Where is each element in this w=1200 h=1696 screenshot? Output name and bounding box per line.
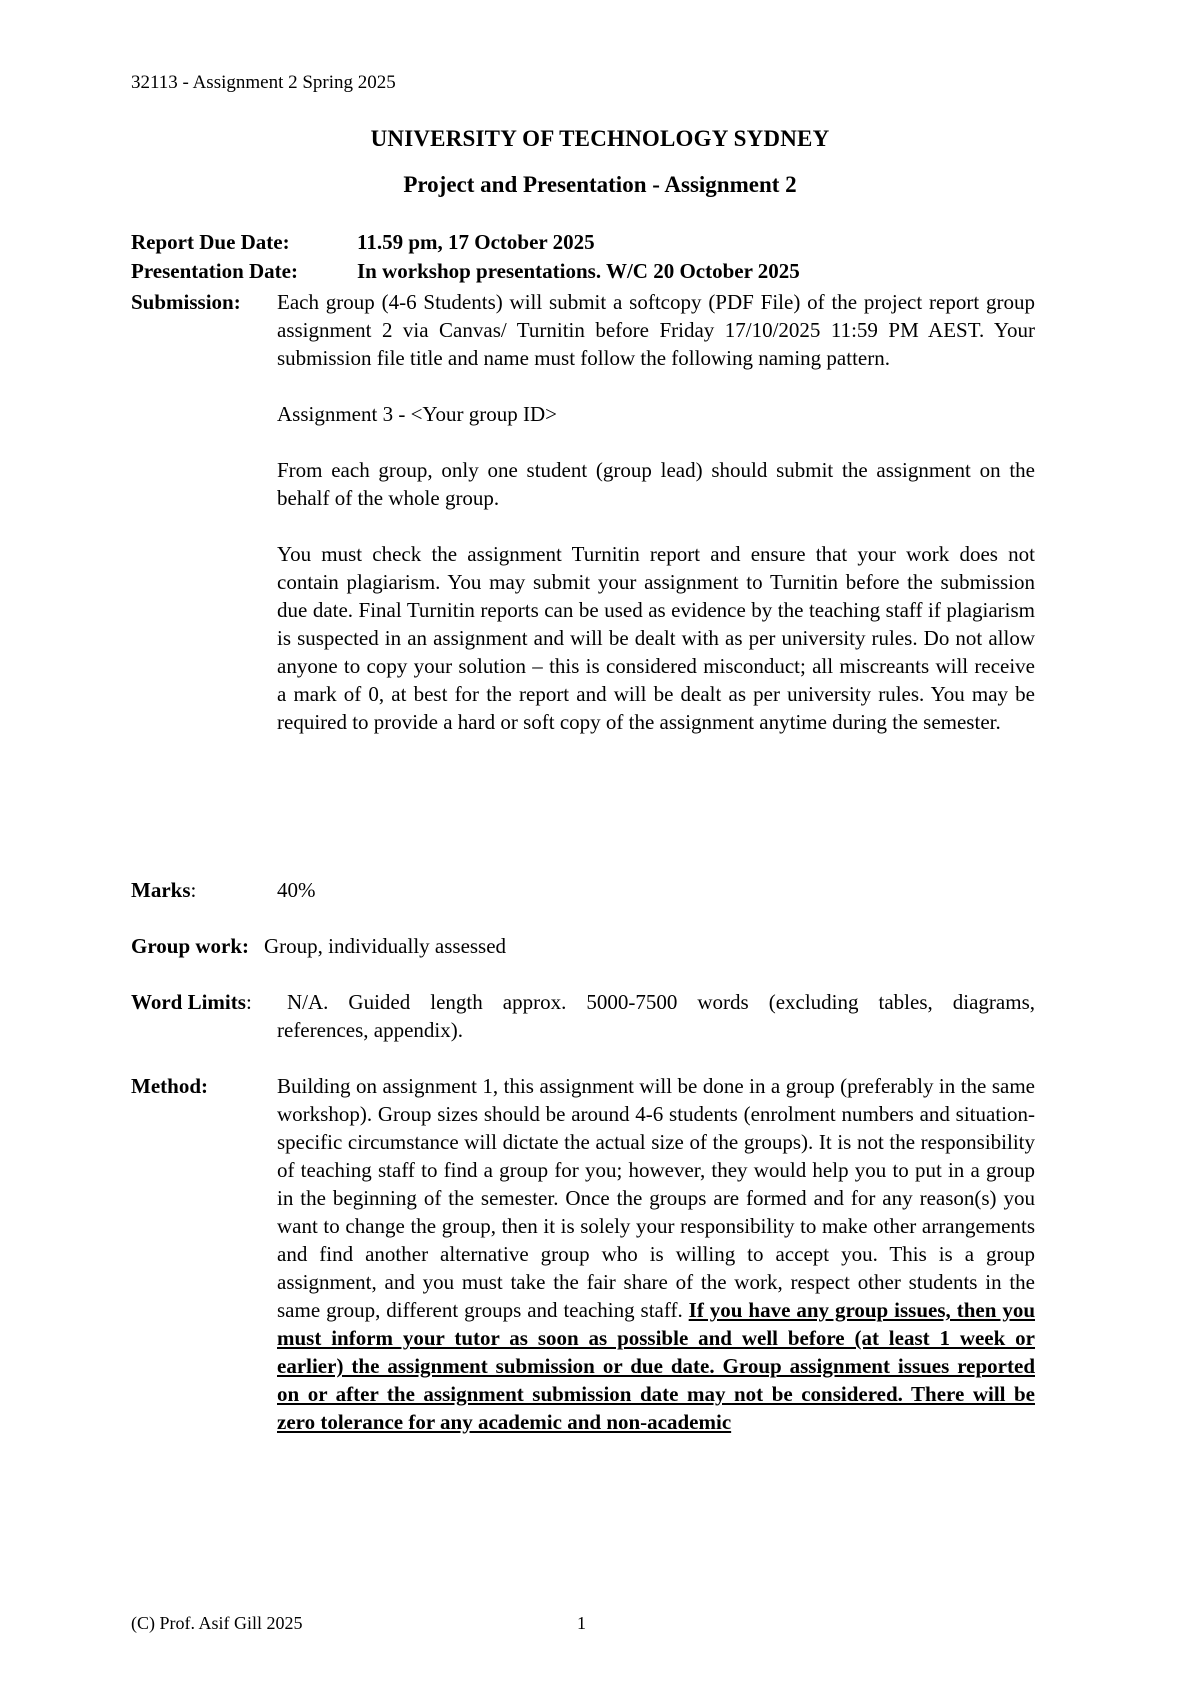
report-due-value: 11.59 pm, 17 October 2025	[357, 230, 595, 254]
presentation-date-row	[131, 257, 800, 286]
word-limits-colon: :	[245, 990, 252, 1014]
submission-label: Submission:	[131, 290, 241, 314]
method-label: Method:	[131, 1074, 208, 1098]
marks-colon: :	[190, 878, 197, 902]
word-limits-body	[277, 988, 1035, 1044]
marks-label: Marks	[131, 878, 191, 902]
plagiarism-paragraph: You must check the assignment Turnitin report and ensure that your work does not contain plagiarism. You may submit your assignment to Turnitin before the submission due date. Final Turnitin reports can be used as evidence by the teaching staff if plagiarism is suspected in an assignment and will be dealt with as per university rules. Do not allow anyone to copy your solution – this is considered misconduct; all miscreants will receive a mark of 0, at best for the report and will be dealt as per university rules. You may be required to provide a hard or soft copy of the assignment anytime during the semester.	[277, 542, 1035, 734]
footer-copyright: (C) Prof. Asif Gill 2025	[131, 1613, 303, 1633]
word-limits-label: Word Limits	[131, 990, 246, 1014]
naming-pattern: Assignment 3 - <Your group ID>	[277, 402, 557, 426]
marks-value: 40%	[277, 878, 316, 902]
group-lead-paragraph: From each group, only one student (group lead) should submit the assignment on the behalf of the whole group.	[277, 458, 1035, 510]
submission-paragraph: Each group (4-6 Students) will submit a softcopy (PDF File) of the project report group assignment 2 via Canvas/ Turnitin before Friday 17/10/2025 11:59 PM AEST. Your submission file title and name must follow the following naming pattern.	[277, 290, 1035, 370]
marks-label-wrap	[131, 876, 196, 904]
groupwork-value: Group, individually assessed	[264, 934, 507, 958]
word-limits-label-wrap	[131, 988, 252, 1016]
university-title: UNIVERSITY OF TECHNOLOGY SYDNEY	[370, 126, 830, 151]
presentation-date-value: In workshop presentations. W/C 20 October 2025	[357, 259, 800, 283]
method-body	[277, 1072, 1035, 1436]
word-limits-line-1: N/A. Guided length approx. 5000-7500 words (excluding tables, diagrams,	[287, 990, 1035, 1014]
report-due-row	[131, 228, 800, 257]
word-limits-line-2: references, appendix).	[277, 1018, 463, 1042]
method-warning: If you have any group issues, then you must inform your tutor as soon as possible and well before (at least 1 week or earlier) the assignment submission or due date. Group assignment issues reported on or after the assignment submission date may not be considered. There will be zero tolerance for any academic and non-academic	[277, 1298, 1036, 1434]
assignment-title: Project and Presentation - Assignment 2	[403, 172, 797, 197]
submission-body	[277, 288, 1035, 736]
groupwork-label: Group work:	[131, 934, 250, 958]
presentation-date-label: Presentation Date:	[131, 259, 298, 283]
page-number: 1	[577, 1613, 586, 1633]
report-due-label: Report Due Date:	[131, 230, 290, 254]
due-dates	[131, 228, 800, 286]
page-header: 32113 - Assignment 2 Spring 2025	[131, 72, 396, 93]
method-text: Building on assignment 1, this assignment will be done in a group (preferably in the same workshop). Group sizes should be around 4-6 students (enrolment numbers and situation-specific circumstance will dictate the actual size of the groups). It is not the responsibility of teaching staff to find a group for you; however, they would help you to put in a group in the beginning of the semester. Once the groups are formed and for any reason(s) you want to change the group, then it is solely your responsibility to make other arrangements and find another alternative group who is willing to accept you. This is a group assignment, and you must take the fair share of the work, respect other students in the same group, different groups and teaching staff.	[277, 1074, 1035, 1322]
